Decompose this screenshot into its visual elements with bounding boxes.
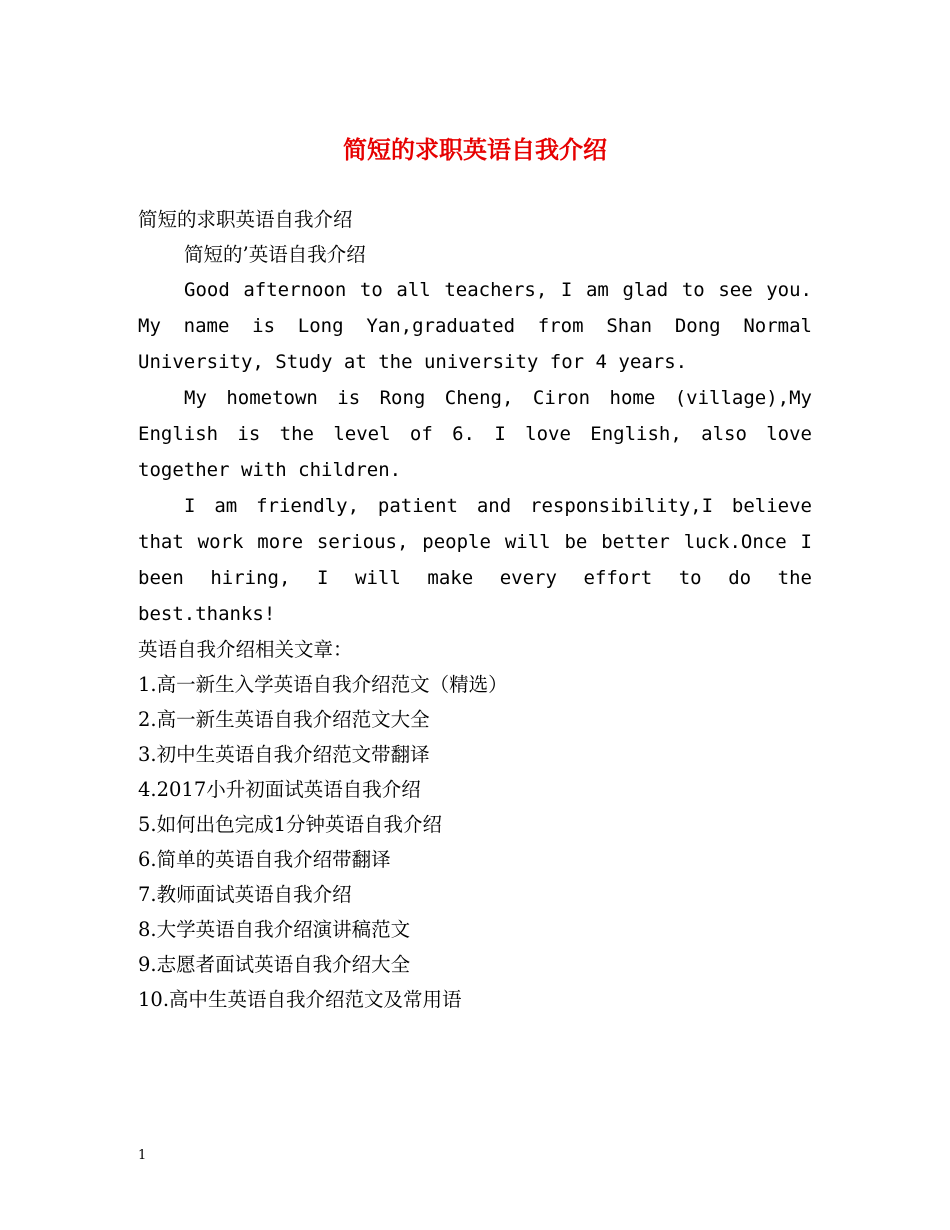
related-article-link[interactable]: 2.高一新生英语自我介绍范文大全 (138, 708, 430, 731)
related-article-link[interactable]: 5.如何出色完成1分钟英语自我介绍 (138, 813, 443, 836)
document-subtitle: 简短的求职英语自我介绍 (138, 208, 353, 231)
related-article-link[interactable]: 4.2017小升初面试英语自我介绍 (138, 778, 421, 801)
paragraph-greeting: Good afternoon to all teachers, I am glad to see you. My name is Long Yan,graduated from Shan Dong Normal University, Study at the university for 4 years. (138, 279, 812, 373)
related-article-link[interactable]: 8.大学英语自我介绍演讲稿范文 (138, 918, 411, 941)
related-articles-list (138, 667, 812, 1017)
section-heading: 简短的’英语自我介绍 (184, 243, 366, 266)
page-number: 1 (138, 1148, 147, 1163)
related-articles-heading: 英语自我介绍相关文章： (138, 638, 353, 661)
document-body (138, 202, 812, 1017)
related-article-link[interactable]: 10.高中生英语自我介绍范文及常用语 (138, 988, 462, 1011)
related-article-link[interactable]: 9.志愿者面试英语自我介绍大全 (138, 953, 411, 976)
document-title: 简短的求职英语自我介绍 (343, 135, 607, 164)
related-article-link[interactable]: 7.教师面试英语自我介绍 (138, 883, 352, 906)
paragraph-personality: I am friendly, patient and responsibility,I believe that work more serious, people will be better luck.Once I been hiring, I will make every effort to do the best.thanks! (138, 495, 812, 625)
related-article-link[interactable]: 1.高一新生入学英语自我介绍范文（精选） (138, 673, 508, 696)
paragraph-hometown: My hometown is Rong Cheng, Ciron home (village),My English is the level of 6. I love English, also love together with children. (138, 387, 812, 481)
related-article-link[interactable]: 6.简单的英语自我介绍带翻译 (138, 848, 391, 871)
related-article-link[interactable]: 3.初中生英语自我介绍范文带翻译 (138, 743, 430, 766)
